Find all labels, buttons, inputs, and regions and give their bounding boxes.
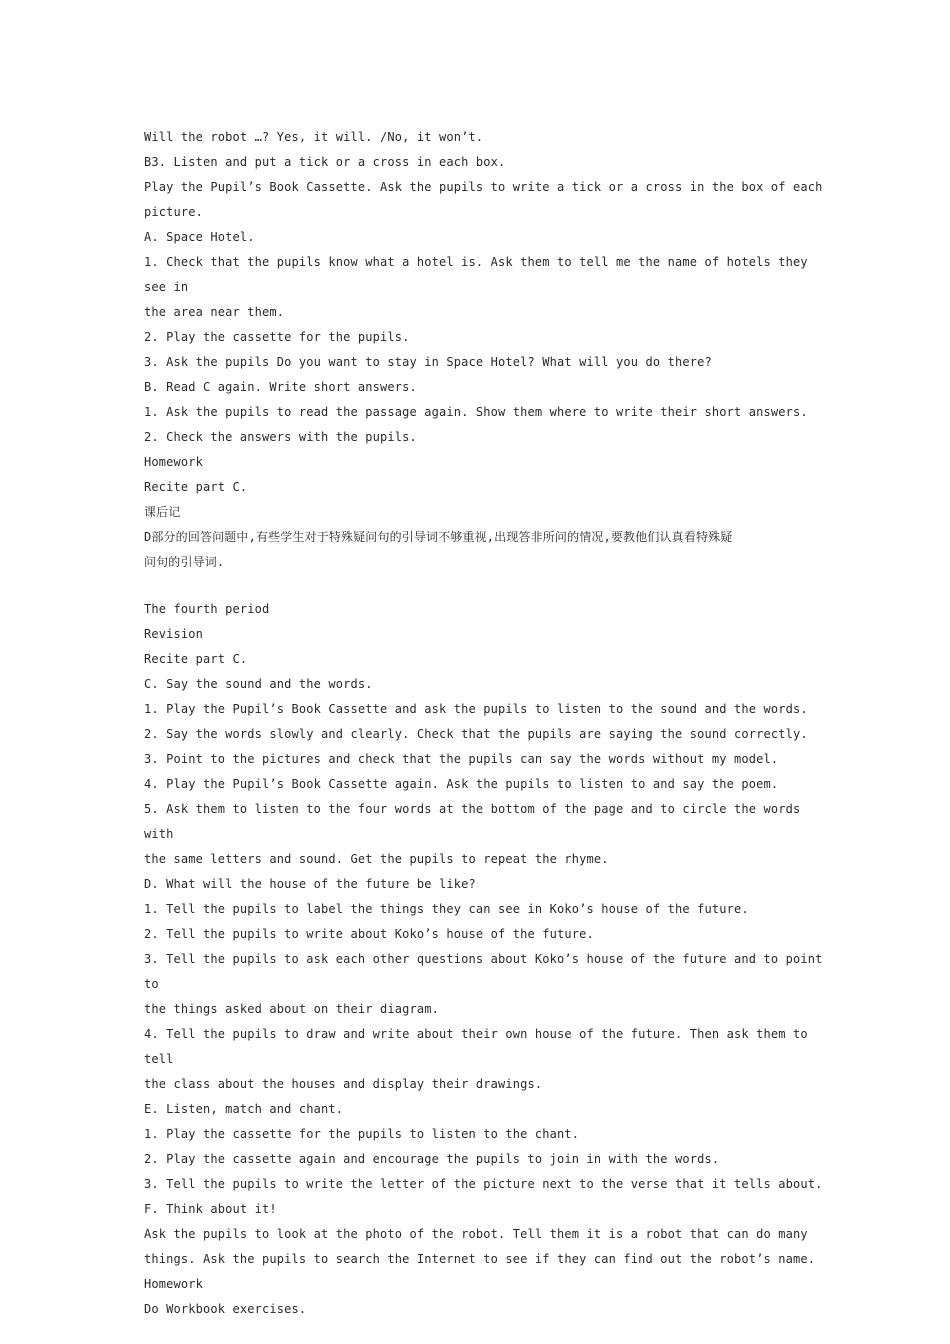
text-line: 1. Tell the pupils to label the things they can see in Koko’s house of the future. [144, 902, 749, 916]
text-line: 5. Ask them to listen to the four words at the bottom of the page and to circle the words with [144, 802, 808, 841]
text-line: the same letters and sound. Get the pupils to repeat the rhyme. [144, 852, 609, 866]
text-line: 3. Point to the pictures and check that the pupils can say the words without my model. [144, 752, 779, 766]
text-line: the area near them. [144, 305, 285, 319]
text-line: 3. Tell the pupils to ask each other questions about Koko’s house of the future and to point to [144, 952, 830, 991]
text-line: Ask the pupils to look at the photo of the robot. Tell them it is a robot that can do many [144, 1227, 808, 1241]
period-heading: The fourth period [144, 602, 270, 616]
homework-heading: Homework [144, 455, 203, 469]
text-line: 1. Check that the pupils know what a hotel is. Ask them to tell me the name of hotels they see in [144, 255, 816, 294]
text-line: Do Workbook exercises. [144, 1302, 307, 1316]
text-line: 问句的引导词. [144, 555, 225, 569]
homework-heading: Homework [144, 1277, 203, 1291]
text-line: 2. Play the cassette for the pupils. [144, 330, 410, 344]
text-line: 1. Ask the pupils to read the passage again. Show them where to write their short answers. [144, 405, 808, 419]
text-line: D部分的回答问题中,有些学生对于特殊疑问句的引导词不够重视,出现答非所问的情况,要教他们认真看特殊疑 [144, 530, 733, 544]
text-line: B. Read C again. Write short answers. [144, 380, 417, 394]
text-line: 1. Play the Pupil’s Book Cassette and ask the pupils to listen to the sound and the words. [144, 702, 808, 716]
text-line: the things asked about on their diagram. [144, 1002, 439, 1016]
text-line: 4. Play the Pupil’s Book Cassette again. Ask the pupils to listen to and say the poem. [144, 777, 779, 791]
reflection-heading: 课后记 [144, 505, 181, 519]
text-line: things. Ask the pupils to search the Internet to see if they can find out the robot’s name. [144, 1252, 816, 1266]
text-line: Play the Pupil’s Book Cassette. Ask the pupils to write a tick or a cross in the box of each [144, 180, 823, 194]
text-line: D. What will the house of the future be like? [144, 877, 476, 891]
text-line: F. Think about it! [144, 1202, 277, 1216]
text-line: Recite part C. [144, 480, 248, 494]
text-line: the class about the houses and display their drawings. [144, 1077, 543, 1091]
text-line: 4. Tell the pupils to draw and write about their own house of the future. Then ask them to tell [144, 1027, 816, 1066]
text-line: picture. [144, 205, 203, 219]
text-line: C. Say the sound and the words. [144, 677, 373, 691]
text-line: E. Listen, match and chant. [144, 1102, 344, 1116]
document-page [144, 125, 830, 1322]
text-line: Recite part C. [144, 652, 248, 666]
text-line: 2. Tell the pupils to write about Koko’s house of the future. [144, 927, 594, 941]
text-line: 3. Ask the pupils Do you want to stay in Space Hotel? What will you do there? [144, 355, 712, 369]
text-line: A. Space Hotel. [144, 230, 255, 244]
text-line: Will the robot …? Yes, it will. /No, it won’t. [144, 130, 484, 144]
fourth-period-section [144, 597, 830, 1322]
text-line: 3. Tell the pupils to write the letter of the picture next to the verse that it tells about. [144, 1177, 823, 1191]
text-line: 2. Play the cassette again and encourage the pupils to join in with the words. [144, 1152, 720, 1166]
text-line: B3. Listen and put a tick or a cross in each box. [144, 155, 506, 169]
section-spacer [144, 575, 824, 597]
text-line: 2. Check the answers with the pupils. [144, 430, 417, 444]
lesson-notes-section [144, 125, 824, 575]
text-line: 2. Say the words slowly and clearly. Check that the pupils are saying the sound correctly. [144, 727, 808, 741]
text-line: Revision [144, 627, 203, 641]
text-line: 1. Play the cassette for the pupils to listen to the chant. [144, 1127, 580, 1141]
